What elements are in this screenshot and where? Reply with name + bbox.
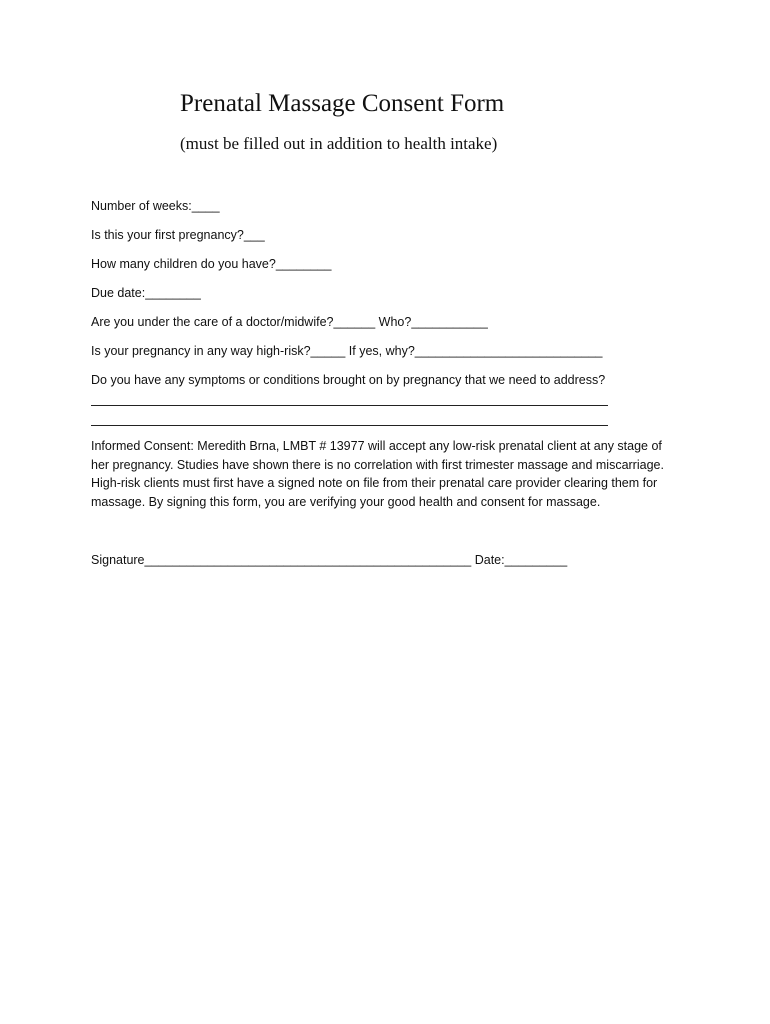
form-title: Prenatal Massage Consent Form: [180, 90, 505, 117]
symptoms-question: Do you have any symptoms or conditions brought on by pregnancy that we need to address?: [91, 373, 606, 387]
consent-line: High-risk clients must first have a signed note on file from their prenatal care provider clearing them for: [91, 476, 658, 491]
form-subtitle: (must be filled out in addition to health intake): [180, 134, 498, 153]
doctor-care-question: Are you under the care of a doctor/midwife?______ Who?___________: [91, 315, 488, 329]
consent-line: Informed Consent: Meredith Brna, LMBT # 13977 will accept any low-risk prenatal client at any stage of: [91, 439, 662, 453]
symptoms-answer-line-1: [91, 405, 608, 406]
informed-consent-paragraph: [91, 437, 691, 512]
consent-line: massage. By signing this form, you are verifying your good health and consent for massage.: [91, 495, 601, 510]
symptoms-answer-line-2: [91, 425, 608, 426]
consent-line: her pregnancy. Studies have shown there is no correlation with first trimester massage and miscarriage.: [91, 457, 664, 472]
weeks-question: Number of weeks:____: [91, 199, 220, 213]
due-date-question: Due date:________: [91, 286, 201, 300]
first-pregnancy-question: Is this your first pregnancy?___: [91, 228, 265, 242]
children-count-question: How many children do you have?________: [91, 257, 332, 271]
signature-date-line: Signature_______________________________________________ Date:_________: [91, 553, 568, 567]
high-risk-question: Is your pregnancy in any way high-risk?_____ If yes, why?___________________________: [91, 344, 603, 358]
